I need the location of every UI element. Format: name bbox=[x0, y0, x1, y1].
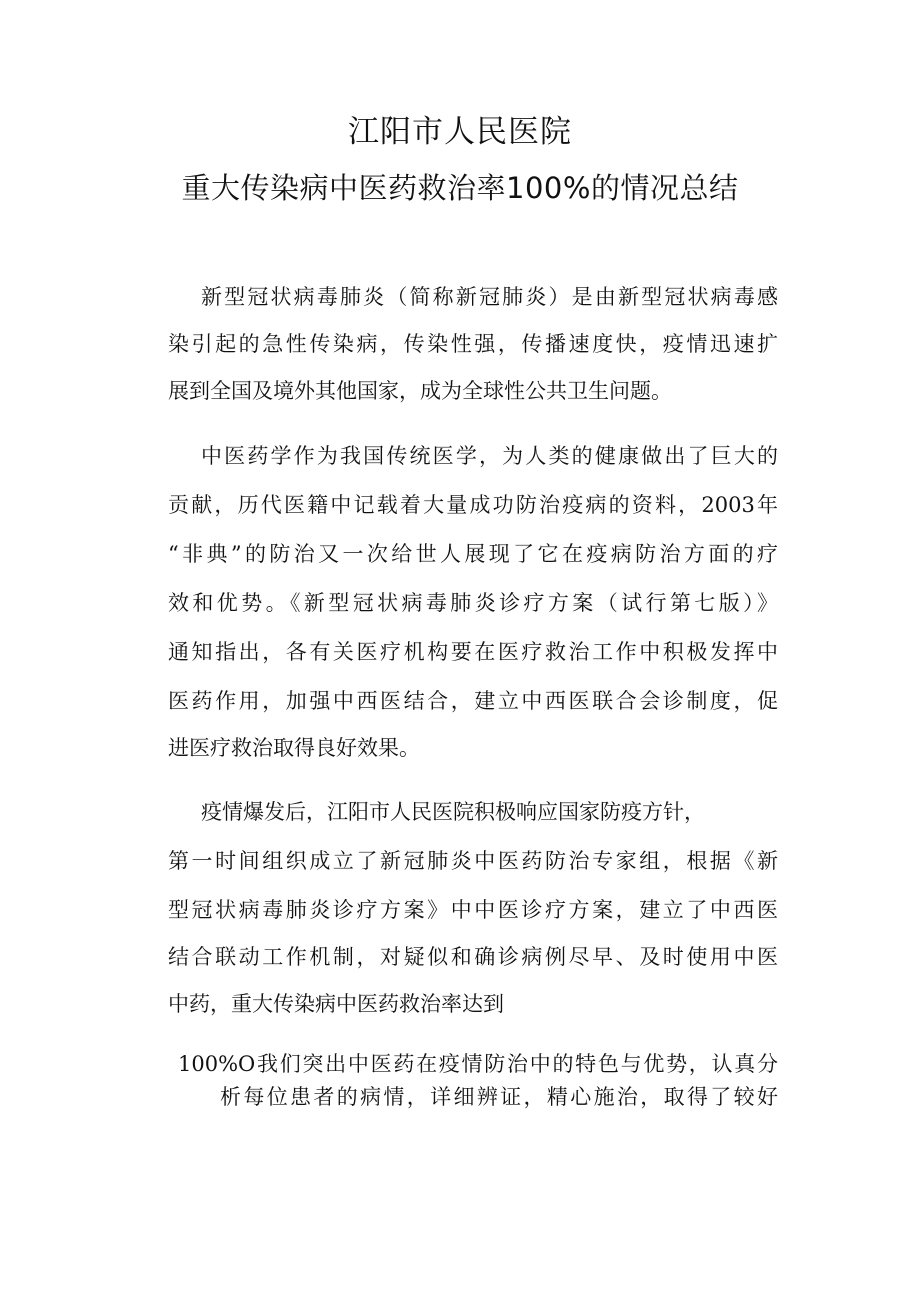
paragraph-3-line-4: 结合联动工作机制，对疑似和确诊病例尽早、及时使用中医 bbox=[168, 945, 778, 969]
paragraph-2-line-4: 效和优势。《新型冠状病毒肺炎诊疗方案（试行第七版）》 bbox=[168, 591, 778, 615]
paragraph-3-line-1: 疫情爆发后，江阳市人民医院积极响应国家防疫方针， bbox=[201, 800, 705, 824]
paragraph-1-line-1: 新型冠状病毒肺炎（简称新冠肺炎）是由新型冠状病毒感 bbox=[201, 285, 778, 309]
document-title-hospital: 江阳市人民医院 bbox=[348, 114, 572, 150]
paragraph-1-line-2: 染引起的急性传染病，传染性强，传播速度快，疫情迅速扩 bbox=[168, 332, 778, 356]
paragraph-2-line-7: 进医疗救治取得良好效果。 bbox=[168, 736, 420, 760]
paragraph-4-line-1: 100%O我们突出中医药在疫情防治中的特色与优势，认真分 bbox=[178, 1052, 778, 1076]
paragraph-1-line-3: 展到全国及境外其他国家，成为全球性公共卫生问题。 bbox=[168, 379, 672, 403]
paragraph-3-line-5: 中药，重大传染病中医药救治率达到 bbox=[168, 992, 504, 1016]
paragraph-2-line-2: 贡献，历代医籍中记载着大量成功防治疫病的资料，2003年 bbox=[168, 493, 778, 517]
paragraph-2-line-5: 通知指出，各有关医疗机构要在医疗救治工作中积极发挥中 bbox=[168, 640, 778, 664]
paragraph-2-line-1: 中医药学作为我国传统医学，为人类的健康做出了巨大的 bbox=[201, 444, 778, 468]
paragraph-3-line-3: 型冠状病毒肺炎诊疗方案》中中医诊疗方案，建立了中西医 bbox=[168, 898, 778, 922]
paragraph-3-line-2: 第一时间组织成立了新冠肺炎中医药防治专家组，根据《新 bbox=[168, 849, 778, 873]
paragraph-2-line-3: “非典”的防治又一次给世人展现了它在疫病防治方面的疗 bbox=[168, 542, 778, 566]
paragraph-4-line-2: 析每位患者的病情，详细辨证，精心施治，取得了较好 bbox=[220, 1085, 778, 1109]
document-title-subject: 重大传染病中医药救治率100%的情况总结 bbox=[181, 171, 739, 205]
paragraph-2-line-6: 医药作用，加强中西医结合，建立中西医联合会诊制度，促 bbox=[168, 689, 778, 713]
